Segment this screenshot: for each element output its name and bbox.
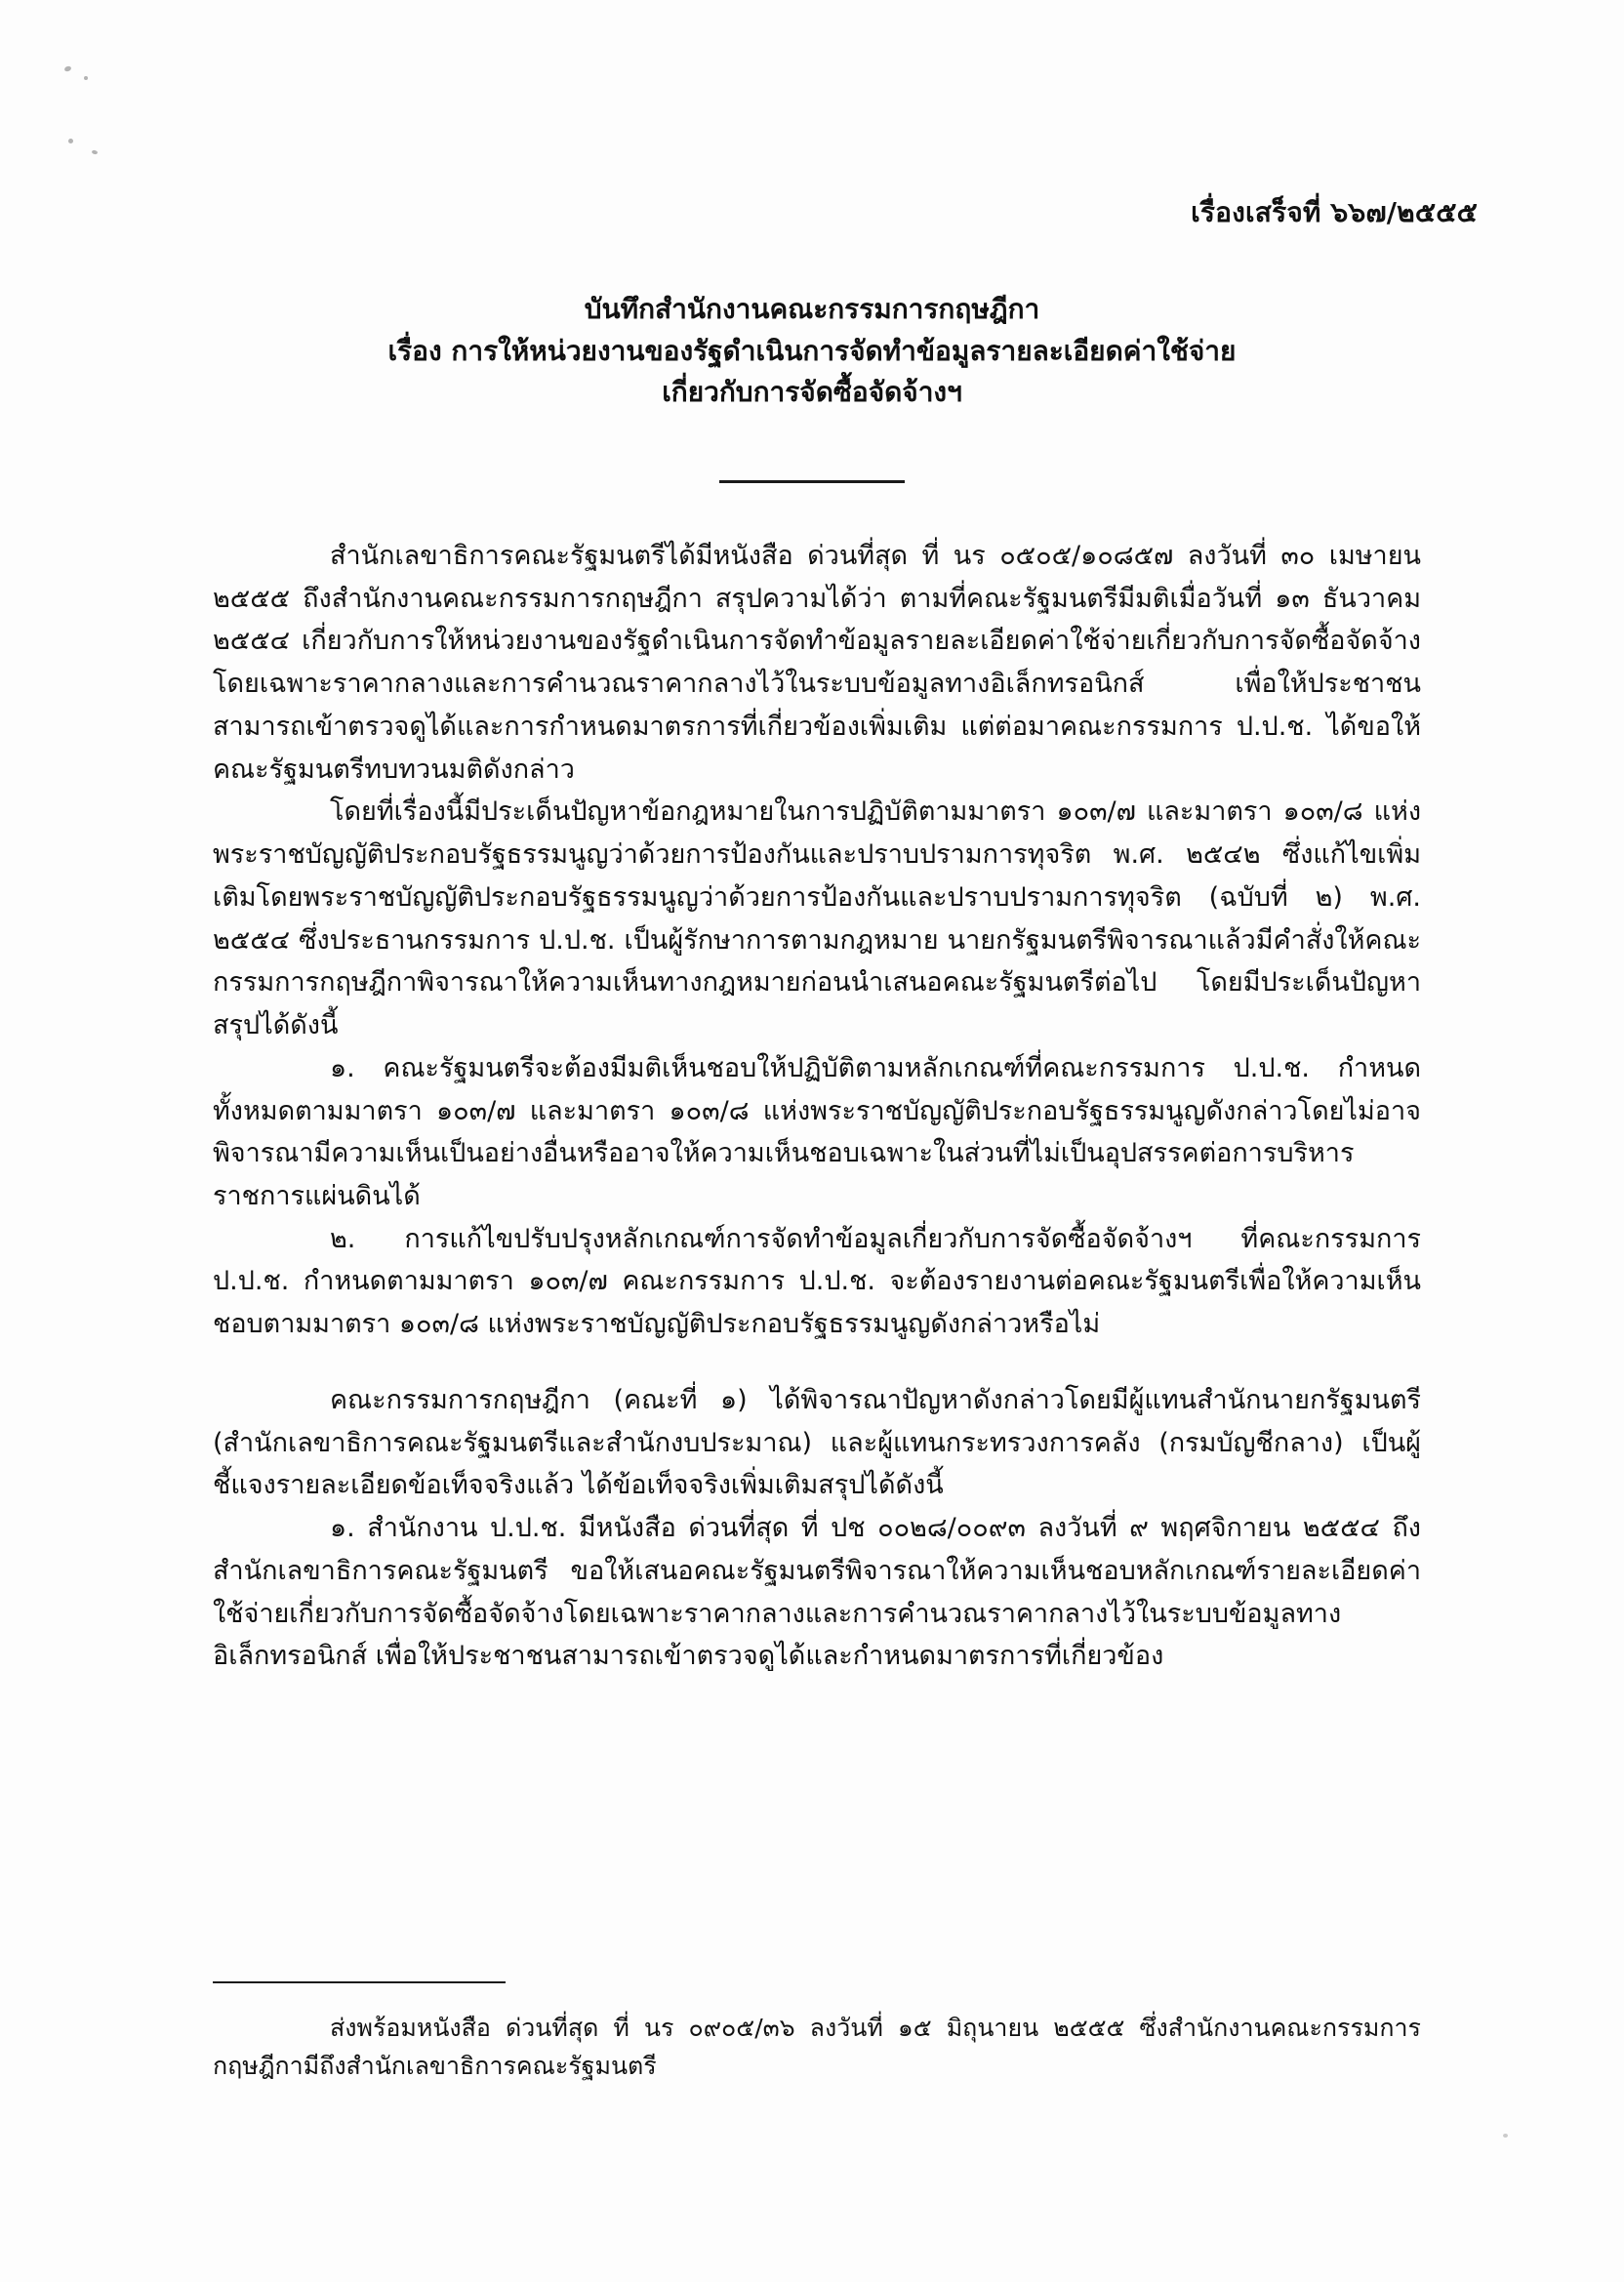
scan-speck-icon bbox=[84, 76, 88, 80]
title-divider bbox=[719, 480, 905, 483]
document-number: เรื่องเสร็จที่ ๖๖๗/๒๕๕๕ bbox=[1191, 196, 1478, 228]
scan-speck-icon bbox=[63, 65, 71, 72]
page-title: บันทึกสำนักงานคณะกรรมการกฤษฎีกา bbox=[584, 293, 1040, 325]
document-title-block bbox=[0, 289, 1624, 414]
footnote-divider bbox=[213, 1981, 506, 1983]
footnote-text: ส่งพร้อมหนังสือ ด่วนที่สุด ที่ นร ๐๙๐๕/๓๖ ลงวันที่ ๑๕ มิถุนายน ๒๕๕๕ ซึ่งสำนักงานคณะกรรมการกฤษฎีกามีถึงสำนักเลขาธิการคณะรัฐมนตรี bbox=[213, 2014, 1421, 2080]
paragraph-1: สำนักเลขาธิการคณะรัฐมนตรีได้มีหนังสือ ด่วนที่สุด ที่ นร ๐๕๐๕/๑๐๘๕๗ ลงวันที่ ๓๐ เมษายน ๒๕๕๕ ถึงสำนักงานคณะกรรมการกฤษฎีกา สรุปความได้ว่า ตามที่คณะรัฐมนตรีมีมติเมื่อวันที่ ๑๓ ธันวาคม ๒๕๕๔ เกี่ยวกับการให้หน่วยงานของรัฐดำเนินการจัดทำข้อมูลรายละเอียดค่าใช้จ่ายเกี่ยวกับการจัดซื้อจัดจ้างโดยเฉพาะราคากลางและการคำนวณราคากลางไว้ในระบบข้อมูลทางอิเล็กทรอนิกส์ เพื่อให้ประชาชนสามารถเข้าตรวจดูได้และการกำหนดมาตรการที่เกี่ยวข้องเพิ่มเติม แต่ต่อมาคณะกรรมการ ป.ป.ช. ได้ขอให้คณะรัฐมนตรีทบทวนมติดังกล่าว bbox=[213, 541, 1421, 785]
page-subtitle-line-2: เกี่ยวกับการจัดซื้อจัดจ้างฯ bbox=[662, 376, 962, 409]
footnote bbox=[213, 2009, 1421, 2085]
paragraph-4: ๒. การแก้ไขปรับปรุงหลักเกณฑ์การจัดทำข้อมูลเกี่ยวกับการจัดซื้อจัดจ้างฯ ที่คณะกรรมการ ป.ป.ช. กำหนดตามมาตรา ๑๐๓/๗ คณะกรรมการ ป.ป.ช. จะต้องรายงานต่อคณะรัฐมนตรีเพื่อให้ความเห็นชอบตามมาตรา ๑๐๓/๘ แห่งพระราชบัญญัติประกอบรัฐธรรมนูญดังกล่าวหรือไม่ bbox=[213, 1223, 1421, 1340]
scan-speck-icon bbox=[68, 139, 73, 143]
paragraph-2: โดยที่เรื่องนี้มีประเด็นปัญหาข้อกฎหมายในการปฏิบัติตามมาตรา ๑๐๓/๗ และมาตรา ๑๐๓/๘ แห่งพระราชบัญญัติประกอบรัฐธรรมนูญว่าด้วยการป้องกันและปราบปรามการทุจริต พ.ศ. ๒๕๔๒ ซึ่งแก้ไขเพิ่มเติมโดยพระราชบัญญัติประกอบรัฐธรรมนูญว่าด้วยการป้องกันและปราบปรามการทุจริต (ฉบับที่ ๒) พ.ศ. ๒๕๕๔ ซึ่งประธานกรรมการ ป.ป.ช. เป็นผู้รักษาการตามกฎหมาย นายกรัฐมนตรีพิจารณาแล้วมีคำสั่งให้คณะกรรมการกฤษฎีกาพิจารณาให้ความเห็นทางกฎหมายก่อนนำเสนอคณะรัฐมนตรีต่อไป โดยมีประเด็นปัญหาสรุปได้ดังนี้ bbox=[213, 796, 1421, 1041]
paragraph-5: คณะกรรมการกฤษฎีกา (คณะที่ ๑) ได้พิจารณาปัญหาดังกล่าวโดยมีผู้แทนสำนักนายกรัฐมนตรี (สำนักเลขาธิการคณะรัฐมนตรีและสำนักงบประมาณ) และผู้แทนกระทรวงการคลัง (กรมบัญชีกลาง) เป็นผู้ชี้แจงรายละเอียดข้อเท็จจริงแล้ว ได้ข้อเท็จจริงเพิ่มเติมสรุปได้ดังนี้ bbox=[213, 1384, 1421, 1501]
paragraph-3: ๑. คณะรัฐมนตรีจะต้องมีมติเห็นชอบให้ปฏิบัติตามหลักเกณฑ์ที่คณะกรรมการ ป.ป.ช. กำหนดทั้งหมดตามมาตรา ๑๐๓/๗ และมาตรา ๑๐๓/๘ แห่งพระราชบัญญัติประกอบรัฐธรรมนูญดังกล่าวโดยไม่อาจพิจารณามีความเห็นเป็นอย่างอื่นหรืออาจให้ความเห็นชอบเฉพาะในส่วนที่ไม่เป็นอุปสรรคต่อการบริหารราชการแผ่นดินได้ bbox=[213, 1052, 1421, 1212]
document-body bbox=[213, 535, 1421, 1678]
page-subtitle-line-1: เรื่อง การให้หน่วยงานของรัฐดำเนินการจัดทำข้อมูลรายละเอียดค่าใช้จ่าย bbox=[387, 334, 1237, 367]
paragraph-6: ๑. สำนักงาน ป.ป.ช. มีหนังสือ ด่วนที่สุด ที่ ปช ๐๐๒๘/๐๐๙๓ ลงวันที่ ๙ พฤศจิกายน ๒๕๕๔ ถึงสำนักเลขาธิการคณะรัฐมนตรี ขอให้เสนอคณะรัฐมนตรีพิจารณาให้ความเห็นชอบหลักเกณฑ์รายละเอียดค่าใช้จ่ายเกี่ยวกับการจัดซื้อจัดจ้างโดยเฉพาะราคากลางและการคำนวณราคากลางไว้ในระบบข้อมูลทางอิเล็กทรอนิกส์ เพื่อให้ประชาชนสามารถเข้าตรวจดูได้และกำหนดมาตรการที่เกี่ยวข้อง bbox=[213, 1513, 1421, 1672]
scan-speck-icon bbox=[1503, 2134, 1508, 2138]
scan-speck-icon bbox=[92, 149, 99, 154]
